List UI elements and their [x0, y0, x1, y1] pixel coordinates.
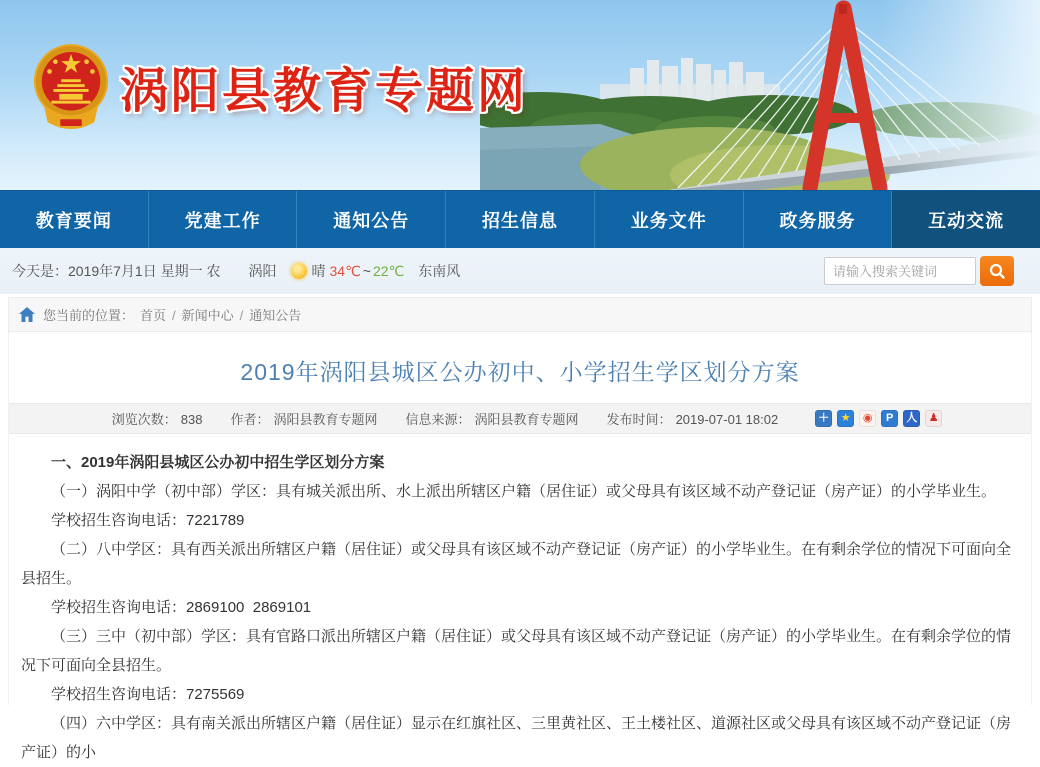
meta-label: 信息来源： — [405, 412, 471, 427]
site-header — [0, 0, 1040, 190]
meta-item-4 — [607, 409, 779, 428]
wind-direction: 东南风 — [418, 263, 461, 279]
nav-item-1[interactable]: 教育要闻 — [35, 210, 112, 231]
breadcrumb-link-3[interactable]: 通知公告 — [249, 308, 302, 323]
meta-label: 作者： — [230, 412, 270, 427]
current-date: 今天是：2019年7月1日 星期一 农 — [12, 263, 221, 279]
nav-item-3[interactable]: 通知公告 — [296, 191, 445, 248]
breadcrumb-items — [134, 305, 307, 324]
pengyou-icon[interactable]: P — [881, 410, 898, 427]
breadcrumb-link-2[interactable]: 新闻中心 — [181, 308, 234, 323]
article-paragraph: （二）八中学区：具有西关派出所辖区户籍（居住证）或父母具有该区域不动产登记证（房产证）的小学毕业生。在有剩余学位的情况下可面向全县招生。 — [21, 541, 1012, 587]
main-nav — [0, 190, 1040, 248]
meta-label: 浏览次数： — [111, 412, 177, 427]
nav-item-5[interactable]: 业务文件 — [594, 191, 743, 248]
nav-item-6[interactable]: 政务服务 — [743, 191, 892, 248]
article-paragraph: 学校招生咨询电话：2869100 2869101 — [51, 599, 312, 616]
red-person-icon[interactable]: ♟ — [925, 410, 942, 427]
meta-value: 838 — [180, 412, 203, 427]
breadcrumb-link-1[interactable]: 首页 — [140, 308, 167, 323]
meta-label: 发布时间： — [606, 412, 672, 427]
search-box — [824, 256, 1014, 286]
temp-high: 34℃ — [329, 262, 361, 279]
nav-item-4[interactable]: 招生信息 — [445, 191, 594, 248]
meta-item-3 — [406, 409, 579, 428]
search-icon — [988, 262, 1006, 280]
search-button[interactable] — [980, 256, 1014, 286]
breadcrumb-separator: / — [172, 308, 176, 323]
breadcrumb-label: 您当前的位置： — [43, 308, 135, 323]
home-icon — [19, 307, 35, 322]
info-bar — [0, 248, 1040, 294]
share-toolbar — [810, 410, 942, 427]
article-meta — [98, 409, 792, 428]
meta-value: 涡阳县教育专题网 — [474, 412, 579, 427]
renren-icon[interactable]: 人 — [903, 410, 920, 427]
bridge-photo — [480, 0, 1040, 190]
article-paragraph: 学校招生咨询电话：7221789 — [51, 512, 245, 529]
nav-item-2[interactable]: 党建工作 — [148, 191, 297, 248]
article-title: 2019年涡阳县城区公办初中、小学招生学区划分方案 — [240, 359, 800, 385]
national-emblem-logo — [32, 40, 110, 138]
sina-weibo-icon[interactable]: ◉ — [859, 410, 876, 427]
share-plus-icon[interactable]: ＋ — [815, 410, 832, 427]
temp-low: 22℃ — [372, 262, 405, 279]
meta-item-2 — [230, 409, 377, 428]
sun-icon — [291, 263, 307, 279]
article-meta-bar — [9, 403, 1031, 434]
search-input[interactable] — [824, 257, 976, 285]
article-paragraph: （三）三中（初中部）学区：具有官路口派出所辖区户籍（居住证）或父母具有该区域不动产登记证（房产证）的小学毕业生。在有剩余学位的情况下可面向全县招生。 — [21, 628, 1012, 674]
article-section-heading: 一、2019年涡阳县城区公办初中招生学区划分方案 — [51, 454, 385, 471]
temp-separator: ~ — [362, 263, 371, 279]
nav-item-7[interactable]: 互动交流 — [891, 191, 1040, 248]
article-body — [9, 434, 1031, 767]
breadcrumb-separator: / — [239, 308, 244, 323]
meta-item-1 — [112, 409, 203, 428]
article-paragraph: （一）涡阳中学（初中部）学区：具有城关派出所、水上派出所辖区户籍（居住证）或父母具有该区域不动产登记证（房产证）的小学毕业生。 — [51, 483, 997, 500]
weather-condition: 晴 — [311, 263, 326, 279]
breadcrumb — [8, 297, 1032, 332]
qzone-icon[interactable]: ★ — [837, 410, 854, 427]
content-panel — [8, 332, 1032, 761]
meta-value: 2019-07-01 18:02 — [675, 412, 779, 427]
weather-city: 涡阳 — [248, 263, 277, 279]
article-paragraph: 学校招生咨询电话：7275569 — [51, 686, 245, 703]
article-paragraph: （四）六中学区：具有南关派出所辖区户籍（居住证）显示在红旗社区、三里黄社区、王土楼社区、道源社区或父母具有该区域不动产登记证（房产证）的小 — [21, 715, 1012, 761]
meta-value: 涡阳县教育专题网 — [273, 412, 378, 427]
site-title: 涡阳县教育专题网 — [120, 65, 529, 118]
